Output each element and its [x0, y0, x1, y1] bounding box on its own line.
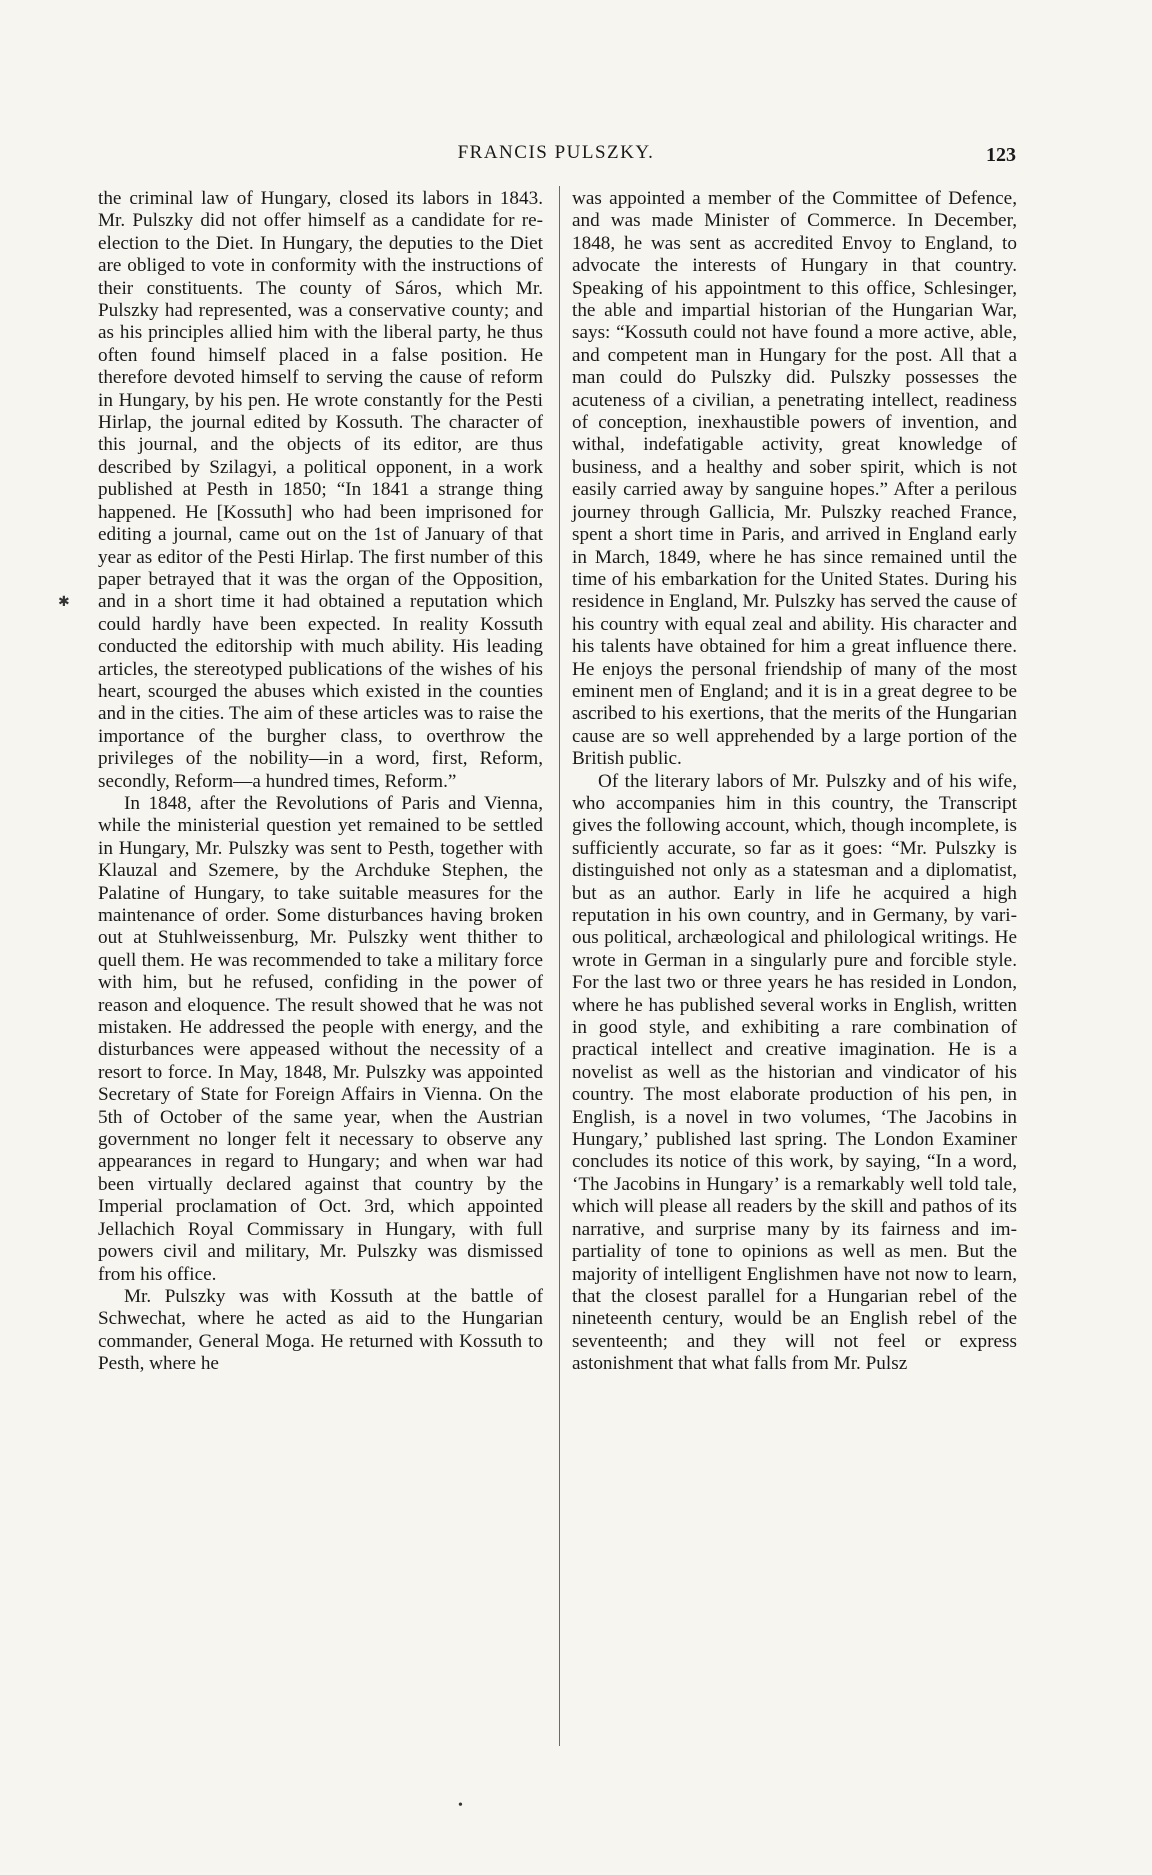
paragraph: Of the literary labors of Mr. Pulszky and of his wife, who accompanies him in this country, the Transcript gives the following account, which, though incomplete, is sufficiently accurate, so far as it goes: “Mr. Pulszky is distinguished not only as a statesman and a diplomatist, but as an author. Early in life he acquired a high reputation in his own country, and in Germany, by various political, archæological and philological writings. He wrote in German in a singularly pure and forcible style. For the last two or three years he has resided in London, where he has published several works in English, written in good style, and exhibiting a rare combination of practical intellect and creative imagination. He is a novelist as well as the historian and vindicator of his country. The most elaborate production of his pen, in English, is a novel in two volumes, ‘The Jacobins in Hungary,’ published last spring. The London Examiner concludes its notice of this work, by saying, “In a word, ‘The Jacobins in Hungary’ is a remarkably well told tale, which will please all readers by the skill and pathos of its narrative, and surprise many by its fairness and impartiality of tone to opinions as well as men. But the majority of intelligent Englishmen have not now to learn, that the closest parallel for a Hungarian rebel of the nineteenth century, would be an English rebel of the seventeenth; and they will not feel or express astonishment that what falls from Mr. Pulsz	[572, 770, 1017, 1375]
paragraph: was appointed a member of the Committee of Defence, and was made Minister of Commerce. In December, 1848, he was sent as accredited Envoy to England, to advocate the interests of Hungary in that country. Speaking of his appointment to this office, Schlesinger, the able and impartial historian of the Hungarian War, says: “Kossuth could not have found a more active, able, and competent man in Hungary for the post. All that a man could do Pulszky did. Pulszky possesses the acuteness of a civilian, a penetrating intellect, readiness of conception, inexhaustible powers of invention, and withal, indefatigable activity, great knowledge of business, and a healthy and sober spirit, which is not easily carried away by sanguine hopes.” After a perilous journey through Gallicia, Mr. Pulszky reached France, spent a short time in Paris, and arrived in England early in March, 1849, where he has since remained until the time of his embarkation for the United States. During his residence in England, Mr. Pulszky has served the cause of his country with equal zeal and ability. His character and his talents have obtained for him a great influence there. He enjoys the personal friendship of many of the most eminent men of England; and it is in a great degree to be ascribed to his exertions, that the merits of the Hungarian cause are so well apprehended by a large portion of the British public.	[572, 188, 1017, 770]
paragraph: the criminal law of Hungary, closed its labors in 1843. Mr. Pulszky did not offer himself as a candidate for re-election to the Diet. In Hungary, the deputies to the Diet are obliged to vote in conformity with the instructions of their constituents. The county of Sáros, which Mr. Pulszky had represented, was a conservative county; and as his principles allied him with the liberal party, he thus often found himself placed in a false position. He therefore devoted himself to serving the cause of reform in Hungary, by his pen. He wrote constantly for the Pesti Hirlap, the journal edited by Kossuth. The character of this journal, and the objects of its editor, are thus described by Szilagyi, a political opponent, in a work published at Pesth in 1850; “In 1841 a strange thing happened. He [Kossuth] who had been imprisoned for editing a journal, came out on the 1st of January of that year as editor of the Pesti Hirlap. The first number of this paper betrayed that it was the organ of the Opposition, and in a short time it had obtained a reputation which could hardly have been expected. In reality Kossuth conducted the editorship with much ability. His leading articles, the stereotyped publications of the wishes of his heart, scourged the abuses which existed in the counties and in the cities. The aim of these articles was to raise the importance of the burgher class, to overthrow the privileges of the nobility—in a word, first, Reform, secondly, Reform—a hundred times, Reform.”	[98, 188, 543, 792]
paragraph: In 1848, after the Revolutions of Paris and Vienna, while the ministerial question yet remained to be settled in Hungary, Mr. Pulszky was sent to Pesth, together with Klauzal and Szemere, by the Archduke Stephen, the Palatine of Hungary, to take suitable measures for the maintenance of order. Some disturbances having broken out at Stuhlweissenburg, Mr. Pulszky went thither to quell them. He was recommended to take a military force with him, but he refused, confiding in the power of reason and eloquence. The result showed that he was not mistaken. He addressed the people with energy, and the disturbances were appeased without the necessity of a resort to force. In May, 1848, Mr. Pulszky was appointed Secretary of State for Foreign Affairs in Vienna. On the 5th of October of the same year, when the Austrian government no longer felt it necessary to observe any appearances in regard to Hungary; and when war had been virtually declared against that country by the Imperial proclamation of Oct. 3rd, which appointed Jellachich Royal Commissary in Hungary, with full powers civil and military, Mr. Pulszky was dismissed from his office.	[98, 792, 543, 1285]
running-head	[96, 138, 1016, 168]
page-number: 123	[986, 144, 1016, 166]
paragraph: Mr. Pulszky was with Kossuth at the battle of Schwechat, where he acted as aid to the Hungarian commander, General Moga. He returned with Kossuth to Pesth, where he	[98, 1285, 543, 1375]
ink-speck: ✱	[58, 595, 70, 610]
column-divider	[559, 186, 560, 1746]
left-column	[98, 188, 543, 1376]
running-title: FRANCIS PULSZKY.	[457, 142, 655, 163]
right-column	[572, 188, 1017, 1376]
ink-speck: •	[458, 1798, 463, 1813]
